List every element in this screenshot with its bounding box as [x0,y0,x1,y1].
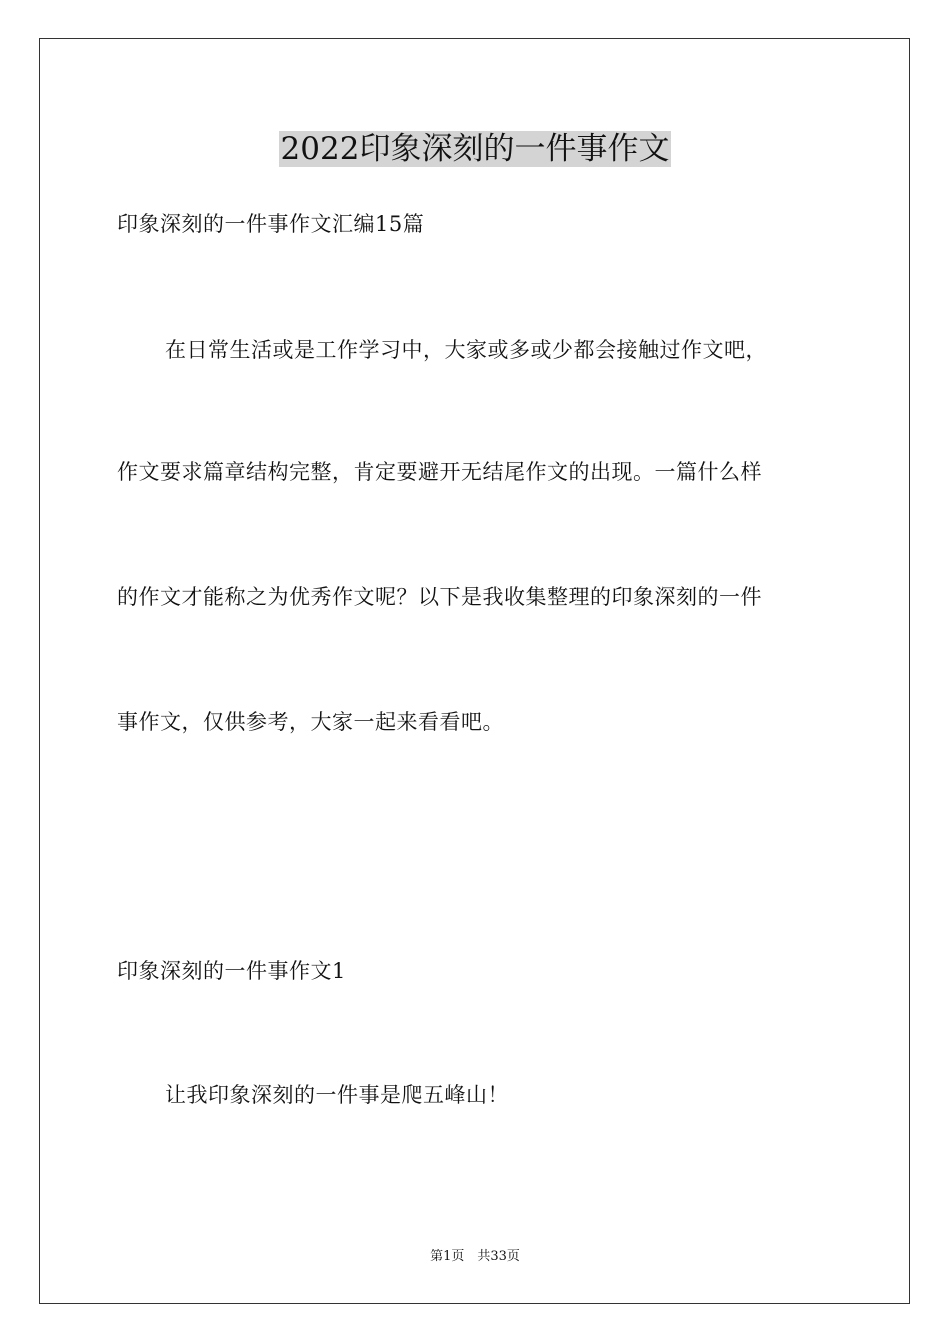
section-paragraph-line: 让我印象深刻的一件事是爬五峰山！ [165,1083,509,1107]
intro-line: 在日常生活或是工作学习中，大家或多或少都会接触过作文吧， [165,338,767,362]
document-subtitle: 印象深刻的一件事作文汇编15篇 [117,212,425,236]
document-title: 2022印象深刻的一件事作文 [280,131,670,167]
page-number: 第1页 共33页 [430,1249,520,1264]
intro-line: 作文要求篇章结构完整，肯定要避开无结尾作文的出现。一篇什么样 [117,460,762,484]
intro-line: 的作文才能称之为优秀作文呢？以下是我收集整理的印象深刻的一件 [117,585,762,609]
intro-line: 事作文，仅供参考，大家一起来看看吧。 [117,710,504,734]
section-heading: 印象深刻的一件事作文1 [117,959,346,983]
